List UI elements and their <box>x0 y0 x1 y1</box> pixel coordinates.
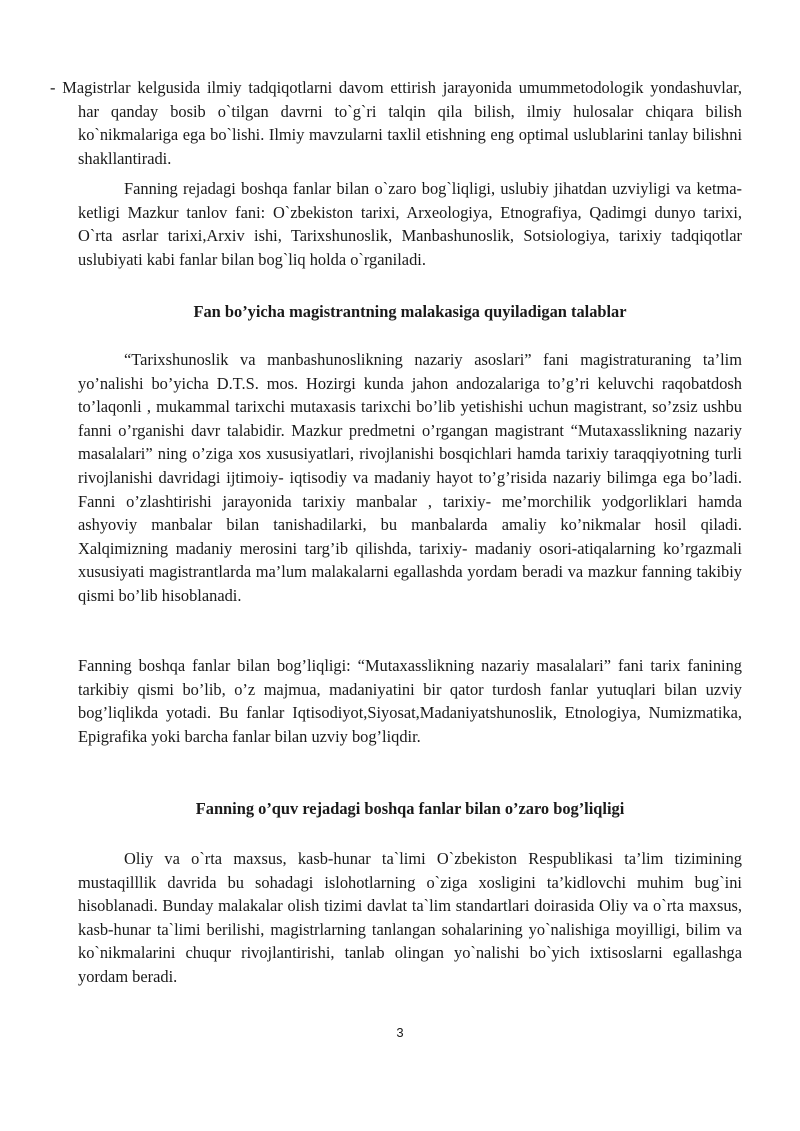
page-number: 3 <box>396 1025 404 1040</box>
section-heading-requirements: Fan bo’yicha magistrantning malakasiga quyiladigan talablar <box>193 302 627 321</box>
paragraph-requirements: “Tarixshunoslik va manbashunoslikning nazariy asoslari” fani magistraturaning ta’lim yo’nalishi bo’yicha D.T.S. mos. Hozirgi kunda jahon andozalariga to’g’ri keluvchi raqobatdosh to’laqonli , mukammal tarixchi mutaxasis tarixchi bo’lib yetishishi uchun magistrant, so’zsiz ushbu fanni o’rganishi davr talabidir. Mazkur predmetni o’rgangan magistrant “Mutaxasslikning nazariy masalalari” ning o’ziga xos xususiyatlari, rivojlanishi bosqichlari hamda tarixiy taraqqiyotning turli rivojlanishi davridagi ijtimoiy- iqtisodiy va madaniy hayot to’g’risida nazariy bilimga ega bo’ladi. Fanni o’zlashtirishi jarayonida tarixiy manbalar , tarixiy- me’morchilik yodgorliklari hamda ashyoviy manbalar bilan tanishadilarki, bu manbalarda amaliy ko’nikmalar hosil qiladi. Xalqimizning madaniy merosini targ’ib qilishda, tarixiy- madaniy osori-atiqalarning ko’rgazmali xususiyati magistrantlarda ma’lum malakalarni egallashda yordam beradi va mazkur fanning takibiy qismi bo’lib hisoblanadi. <box>78 350 742 605</box>
section-heading-curriculum-links: Fanning o’quv rejadagi boshqa fanlar bilan o’zaro bog’liqligi <box>195 799 625 818</box>
paragraph-related-subjects: Fanning rejadagi boshqa fanlar bilan o`zaro bog`liqligi, uslubiy jihatdan uzviyligi va ketma-ketligi Mazkur tanlov fani: O`zbekiston tarixi, Arxeologiya, Etnografiya, Qadimgi dunyo tarixi, O`rta asrlar tarixi,Arxiv ishi, Tarixshunoslik, Manbashunoslik, Sotsiologiya, tarixiy tadqiqotlar uslubiyati kabi fanlar bilan bog`liq holda o`rganiladi. <box>78 179 742 269</box>
paragraph-interdisciplinary: Fanning boshqa fanlar bilan bog’liqligi: “Mutaxasslikning nazariy masalalari” fani tarix fanining tarkibiy qismi bo’lib, o’z majmua, madaniyatini bir qator turdosh fanlar yutuqlari bilan uzviy bog’liqlikda yotadi. Bu fanlar Iqtisodiyot,Siyosat,Madaniyatshunoslik, Etnologiya, Numizmatika, Epigrafika yoki barcha fanlar bilan uzviy bog’liqdir. <box>78 656 742 746</box>
paragraph-curriculum-links: Oliy va o`rta maxsus, kasb-hunar ta`limi O`zbekiston Respublikasi ta’lim tizimining mustaqilllik davrida bu sohadagi islohotlarning o`ziga xosligini ta’kidlovchi muhim bug`ini hisoblanadi. Bunday malakalar olish tizimi davlat ta`lim standartlari doirasida Oliy va o`rta maxsus, kasb-hunar ta`limi berilishi, magistrlarning tanlangan sohalarining yo`nalishiga moyilligi, bilim va ko`nikmalarini chuqur rivojlantirishi, tanlab olingan yo`nalishi bo`yich ixtisoslarni egallashga yordam beradi. <box>78 849 742 986</box>
bullet-paragraph: - Magistrlar kelgusida ilmiy tadqiqotlarni davom ettirish jarayonida umummetodologik yondashuvlar, har qanday bosib o`tilgan davrni to`g`ri talqin qila bilish, ilmiy hulosalar chiqara bilish ko`nikmalariga ega bo`lishi. Ilmiy mavzularni taxlil etishning eng optimal uslublarini tanlay bilishni shakllantiradi. <box>50 78 742 168</box>
